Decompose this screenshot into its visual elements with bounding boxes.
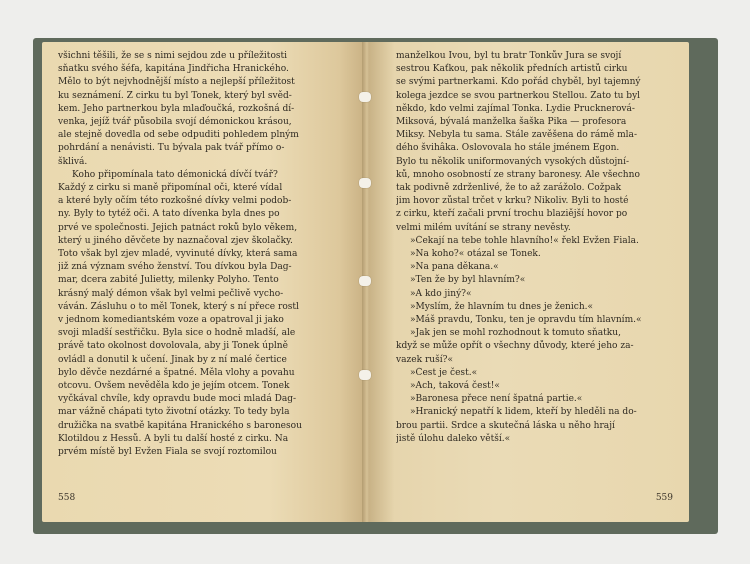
text-line: který u jiného děvčete by naznačoval zjev školačky. xyxy=(58,235,293,246)
text-line: a které byly očím této rozkošné dívky velmi podob- xyxy=(58,196,292,207)
text-line: kolega jezdce se svou partnerkou Stellou. Zato tu byl xyxy=(396,90,641,101)
text-line: »Myslím, že hlavním tu dnes je ženich.« xyxy=(410,301,594,312)
text-line: mar, dcera zabité Julietty, milenky Polyho. Tento xyxy=(58,275,279,286)
right-page-number: 559 xyxy=(655,493,673,503)
text-line: z cirku, kteří začali první trochu blaziější hovor po xyxy=(396,209,628,220)
text-line: tak podivně zdrženlivé, že to až zarážolo. Cožpak xyxy=(396,183,622,194)
text-line: sňatku svého šéfa, kapitána Jindřicha Hranického. xyxy=(58,64,289,75)
text-line: ků, mnoho osobností ze strany baronesy. Ale všechno xyxy=(396,169,640,180)
left-page-number: 558 xyxy=(58,493,76,503)
text-line: když se může opřít o všechny důvody, které jeho za- xyxy=(396,341,634,352)
text-line: sestrou Kaťkou, pak několik předních artistů cirku xyxy=(396,64,628,75)
binding-stitch xyxy=(359,178,371,188)
text-line: mar vážně chápati tyto životní otázky. To tedy byla xyxy=(58,407,290,418)
text-line: někdo, kdo velmi zajímal Tonka. Lydie Prucknerová- xyxy=(396,103,635,114)
text-line: ku seznámení. Z cirku tu byl Tonek, který byl svěd- xyxy=(58,90,292,101)
text-line: »Baronesa přece není špatná partie.« xyxy=(410,394,583,405)
text-line: brou partii. Srdce a skutečná láska u něho hrají xyxy=(396,420,615,431)
text-line: otcovu. Ovšem nevěděla kdo je jejím otcem. Tonek xyxy=(58,381,290,392)
text-line: družička na svatbě kapitána Hranického s baronesou xyxy=(58,420,302,431)
text-line: »Máš pravdu, Tonku, ten je opravdu tím hlavním.« xyxy=(410,315,642,326)
text-line: jistě úlohu daleko větší.« xyxy=(396,433,511,444)
text-line: Mělo to být nejvhodnější místo a nejlepší příležitost xyxy=(58,77,295,88)
right-page-text xyxy=(396,50,680,446)
text-line: »Čekají na tebe tohle hlavního!« řekl Evžen Fiala. xyxy=(410,235,639,246)
text-line: prvé ve společnosti. Jejich patnáct roků bylo věkem, xyxy=(58,222,298,233)
text-line: »A kdo jiný?« xyxy=(410,288,472,299)
right-page xyxy=(369,42,689,522)
text-line: Každý z cirku si maně připomínal oči, které vídal xyxy=(58,183,283,194)
left-page xyxy=(42,42,365,522)
text-line: venka, jejíž tvář působila svojí démonickou krásou, xyxy=(58,117,292,128)
text-line: prvém místě byl Evžen Fiala se svojí roztomilou xyxy=(58,447,277,458)
text-line: manželkou Ivou, byl tu bratr Tonkův Jura se svojí xyxy=(396,51,622,61)
text-line: velmi milém uvítání se strany nevěsty. xyxy=(396,222,571,233)
text-line: ale stejně dovedla od sebe odpuditi pohledem plným xyxy=(58,130,299,141)
text-line: již zná význam svého ženství. Tou dívkou byla Dag- xyxy=(58,262,292,273)
text-line: bylo děvče nezdárné a špatné. Měla vlohy a povahu xyxy=(58,367,295,378)
text-line: »Na koho?« otázal se Tonek. xyxy=(410,249,541,260)
text-line: »Jak jen se mohl rozhodnout k tomuto sňatku, xyxy=(410,328,621,339)
text-line: se svými partnerkami. Kdo pořád chyběl, byl tajemný xyxy=(396,77,641,88)
text-line: ovládl a donutil k učení. Jinak by z ní malé čertice xyxy=(58,354,287,365)
text-line: Bylo tu několik uniformovaných vysokých důstojní- xyxy=(396,156,630,167)
text-line: krásný malý démon však byl velmi pečlivě vycho- xyxy=(58,288,284,299)
text-line: dého švihâka. Oslovovala ho stále jménem Egon. xyxy=(396,143,620,154)
text-line: Klotildou z Hessů. A byli tu další hosté z cirku. Na xyxy=(58,433,289,444)
text-line: Toto však byl zjev mladé, vyvinuté dívky, která sama xyxy=(58,249,298,260)
text-line: ny. Byly to tytéž oči. A tato dívenka byla dnes po xyxy=(58,209,280,220)
text-line: »Ach, taková čest!« xyxy=(410,381,500,392)
text-line: vyčkával chvíle, kdy opravdu bude moci mladá Dag- xyxy=(58,394,297,405)
text-line: v jednom komediantském voze a opatroval ji jako xyxy=(58,315,284,326)
text-line: šklivá. xyxy=(58,156,88,167)
binding-stitch xyxy=(359,92,371,102)
text-line: Miksy. Nebyla tu sama. Stále zavěšena do rámě mla- xyxy=(396,130,638,141)
binding-stitch xyxy=(359,370,371,380)
text-line: kem. Jeho partnerkou byla mlaďoučká, rozkošná dí- xyxy=(58,103,295,114)
text-line: svoji mladší sestřičku. Byla sice o hodně mladší, ale xyxy=(58,328,296,339)
left-page-text xyxy=(58,50,349,459)
text-line: »Čest je čest.« xyxy=(410,367,478,378)
text-line: právě tato okolnost dovolovala, aby ji Tonek úplně xyxy=(58,341,288,352)
text-line: vazek ruší?« xyxy=(396,354,454,365)
text-line: všichni těšili, že se s nimi sejdou zde u příležitosti xyxy=(58,51,288,61)
text-line: Miksová, bývalá manželka šaška Pika — profesora xyxy=(396,117,627,128)
text-line: pohrdání a nenávisti. Tu bývala pak tvář přímo o- xyxy=(58,143,285,154)
text-line: »Ten že by byl hlavním?« xyxy=(410,275,526,286)
text-line: »Hranický nepatří k lidem, kteří by hleděli na do- xyxy=(410,407,637,418)
text-line: váván. Zásluhu o to měl Tonek, který s ní přece rostl xyxy=(58,301,299,312)
text-line: jim hovor zůstal trčet v krku? Nikoliv. Byli to hosté xyxy=(396,196,629,207)
binding-stitch xyxy=(359,276,371,286)
text-line: Koho připomínala tato démonická dívčí tvář? xyxy=(72,169,278,180)
text-line: »Na pana děkana.« xyxy=(410,262,499,273)
